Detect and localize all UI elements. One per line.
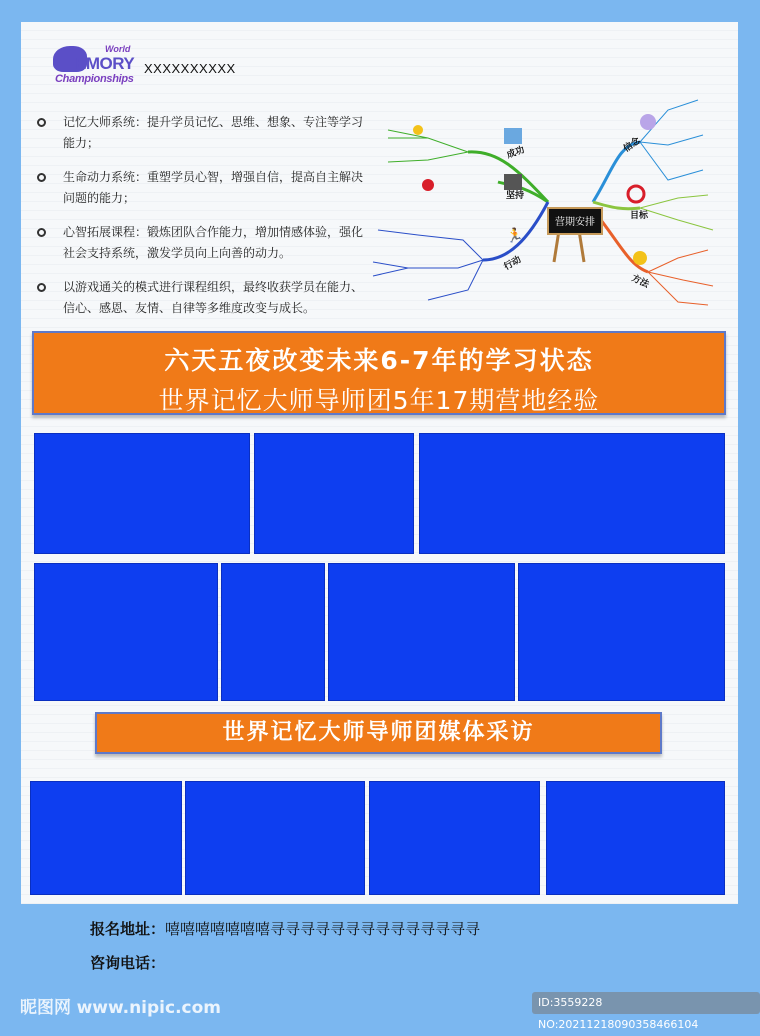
branch-label-success: 成功 xyxy=(505,145,526,161)
bullet-icon xyxy=(37,173,46,182)
photo-placeholder xyxy=(30,781,182,895)
photo-placeholder xyxy=(369,781,540,895)
photo-placeholder xyxy=(34,563,218,701)
mindmap-center-label: 营期安排 xyxy=(555,217,595,228)
feature-item: 以游戏通关的模式进行课程组织，最终收获学员在能力、信心、感恩、友情、自律等多维度改变与成长。 xyxy=(35,277,365,319)
solution-icon xyxy=(633,251,647,265)
feature-item: 记忆大师系统：提升学员记忆、思维、想象、专注等学习能力； xyxy=(35,112,365,154)
headline-banner xyxy=(32,331,726,415)
poster-panel xyxy=(21,22,738,904)
smiley-icon xyxy=(413,125,423,135)
bullet-icon xyxy=(37,283,46,292)
photo-placeholder xyxy=(419,433,725,554)
photo-placeholder xyxy=(221,563,325,701)
bullet-icon xyxy=(37,228,46,237)
bullet-icon xyxy=(37,118,46,127)
media-interview-banner: 世界记忆大师导师团媒体采访 xyxy=(95,712,662,754)
photo-placeholder xyxy=(518,563,725,701)
headline-line-1: 六天五夜改变未来6-7年的学习状态 xyxy=(164,346,594,375)
branch-label-goal: 目标 xyxy=(630,211,649,221)
target-icon xyxy=(628,186,644,202)
photo-placeholder xyxy=(546,781,725,895)
head-icon xyxy=(640,114,656,130)
runner-icon: 🏃 xyxy=(506,228,524,244)
people-icon xyxy=(504,128,522,144)
feature-list xyxy=(35,112,365,332)
feature-item: 生命动力系统：重塑学员心智，增强自信，提高自主解决问题的能力； xyxy=(35,167,365,209)
photo-placeholder xyxy=(328,563,515,701)
heart-icon xyxy=(422,179,434,191)
watermark-id: ID:3559228 NO:20211218090358466104 xyxy=(532,992,760,1014)
headline-line-2: 世界记忆大师导师团5年17期营地经验 xyxy=(158,386,600,415)
branch-label-method: 方法 xyxy=(629,273,651,291)
arrow-icon xyxy=(504,174,522,190)
branch-label-belief: 信念 xyxy=(621,135,643,155)
branch-label-persist: 坚持 xyxy=(506,191,525,201)
organization-name: XXXXXXXXXX xyxy=(144,61,236,76)
phone-line: 咨询电话： xyxy=(90,954,166,972)
address-line: 报名地址：嘻嘻嘻嘻嘻嘻嘻寻寻寻寻寻寻寻寻寻寻寻寻寻寻 xyxy=(90,920,481,938)
feature-item: 心智拓展课程：锻炼团队合作能力，增加情感体验，强化社会支持系统，激发学员向上向善的动力。 xyxy=(35,222,365,264)
watermark-left: 昵图网 www.nipic.com xyxy=(20,998,221,1018)
mindmap-diagram xyxy=(348,90,733,310)
memory-championships-logo: World EMORY Championships xyxy=(55,44,135,85)
photo-placeholder xyxy=(34,433,250,554)
branch-label-action: 行动 xyxy=(502,254,524,273)
photo-placeholder xyxy=(185,781,365,895)
photo-placeholder xyxy=(254,433,414,554)
